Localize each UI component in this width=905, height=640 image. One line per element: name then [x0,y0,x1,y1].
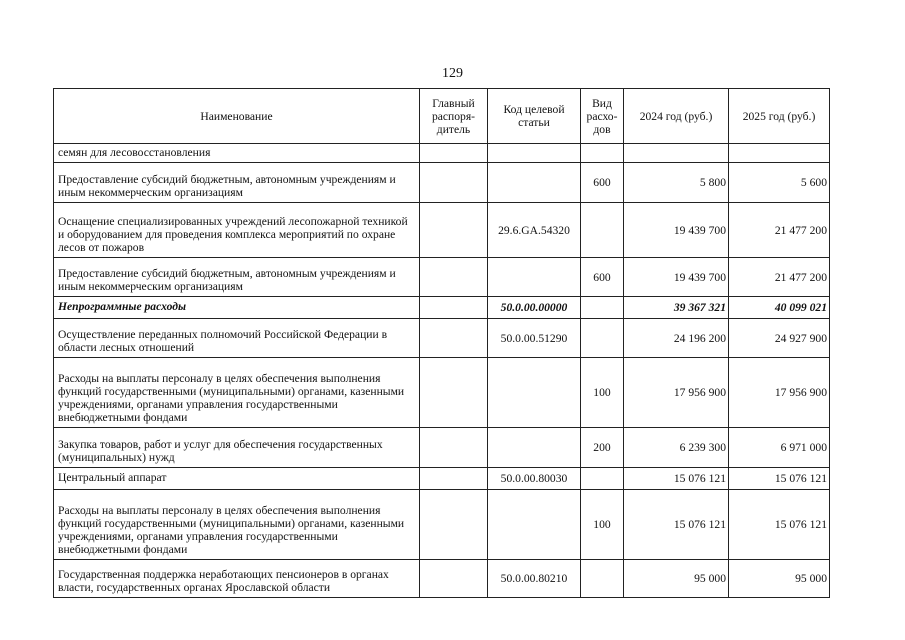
row-code [488,258,581,297]
row-2024: 15 076 121 [624,490,729,560]
table-row [54,203,830,258]
row-2025: 24 927 900 [729,319,830,358]
table-row [54,144,830,163]
row-2025: 21 477 200 [729,203,830,258]
table-row-section [54,297,830,319]
row-type: 600 [581,258,624,297]
row-distributor [420,468,488,490]
row-2024: 6 239 300 [624,428,729,468]
row-distributor [420,144,488,163]
header-distributor: Главный распоря-дитель [420,89,488,144]
row-distributor [420,258,488,297]
header-2024: 2024 год (руб.) [624,89,729,144]
row-type [581,297,624,319]
row-code [488,490,581,560]
row-code: 50.0.00.51290 [488,319,581,358]
table-header-row [54,89,830,144]
row-2025: 21 477 200 [729,258,830,297]
row-type: 100 [581,358,624,428]
header-code: Код целевой статьи [488,89,581,144]
row-2024: 15 076 121 [624,468,729,490]
row-name: семян для лесовосстановления [54,144,420,163]
row-2024: 19 439 700 [624,203,729,258]
row-type [581,468,624,490]
row-2024: 39 367 321 [624,297,729,319]
row-2024 [624,144,729,163]
header-name: Наименование [54,89,420,144]
row-distributor [420,163,488,203]
row-code [488,428,581,468]
row-2025 [729,144,830,163]
row-distributor [420,358,488,428]
row-name: Осуществление переданных полномочий Российской Федерации в области лесных отношений [54,319,420,358]
row-name: Расходы на выплаты персоналу в целях обеспечения выполнения функций государственными (муниципальными) органами, казенными учреждениями, органами управления государственными внебюджетными фондами [54,358,420,428]
row-code: 29.6.GA.54320 [488,203,581,258]
row-2024: 24 196 200 [624,319,729,358]
row-distributor [420,428,488,468]
row-2024: 5 800 [624,163,729,203]
row-2025: 15 076 121 [729,490,830,560]
row-name: Центральный аппарат [54,468,420,490]
row-code [488,144,581,163]
table-row [54,468,830,490]
table-row [54,163,830,203]
table-row [54,358,830,428]
row-2024: 95 000 [624,560,729,598]
row-name: Расходы на выплаты персоналу в целях обеспечения выполнения функций государственными (муниципальными) органами, казенными учреждениями, органами управления государственными внебюджетными фондами [54,490,420,560]
table-row [54,560,830,598]
row-code [488,163,581,203]
table-row [54,490,830,560]
row-2024: 17 956 900 [624,358,729,428]
row-2025: 95 000 [729,560,830,598]
row-type: 600 [581,163,624,203]
row-name: Оснащение специализированных учреждений лесопожарной техникой и оборудованием для проведения комплекса мероприятий по охране лесов от пожаров [54,203,420,258]
row-code: 50.0.00.00000 [488,297,581,319]
page-number: 129 [442,66,463,81]
row-distributor [420,297,488,319]
table-row [54,428,830,468]
row-2025: 15 076 121 [729,468,830,490]
row-name: Предоставление субсидий бюджетным, автономным учреждениям и иным некоммерческим организациям [54,258,420,297]
row-type [581,560,624,598]
header-type: Вид расхо-дов [581,89,624,144]
row-distributor [420,203,488,258]
row-name: Государственная поддержка неработающих пенсионеров в органах власти, государственных органах Ярославской области [54,560,420,598]
row-2025: 6 971 000 [729,428,830,468]
row-name: Непрограммные расходы [54,297,420,319]
table-row [54,258,830,297]
row-name: Закупка товаров, работ и услуг для обеспечения государственных (муниципальных) нужд [54,428,420,468]
row-type: 200 [581,428,624,468]
row-code: 50.0.00.80030 [488,468,581,490]
budget-table [53,88,830,598]
row-type [581,144,624,163]
row-2024: 19 439 700 [624,258,729,297]
row-type [581,203,624,258]
row-2025: 5 600 [729,163,830,203]
header-2025: 2025 год (руб.) [729,89,830,144]
row-code: 50.0.00.80210 [488,560,581,598]
table-row [54,319,830,358]
row-distributor [420,560,488,598]
row-2025: 40 099 021 [729,297,830,319]
row-type: 100 [581,490,624,560]
row-distributor [420,490,488,560]
row-distributor [420,319,488,358]
row-name: Предоставление субсидий бюджетным, автономным учреждениям и иным некоммерческим организациям [54,163,420,203]
row-type [581,319,624,358]
row-code [488,358,581,428]
row-2025: 17 956 900 [729,358,830,428]
